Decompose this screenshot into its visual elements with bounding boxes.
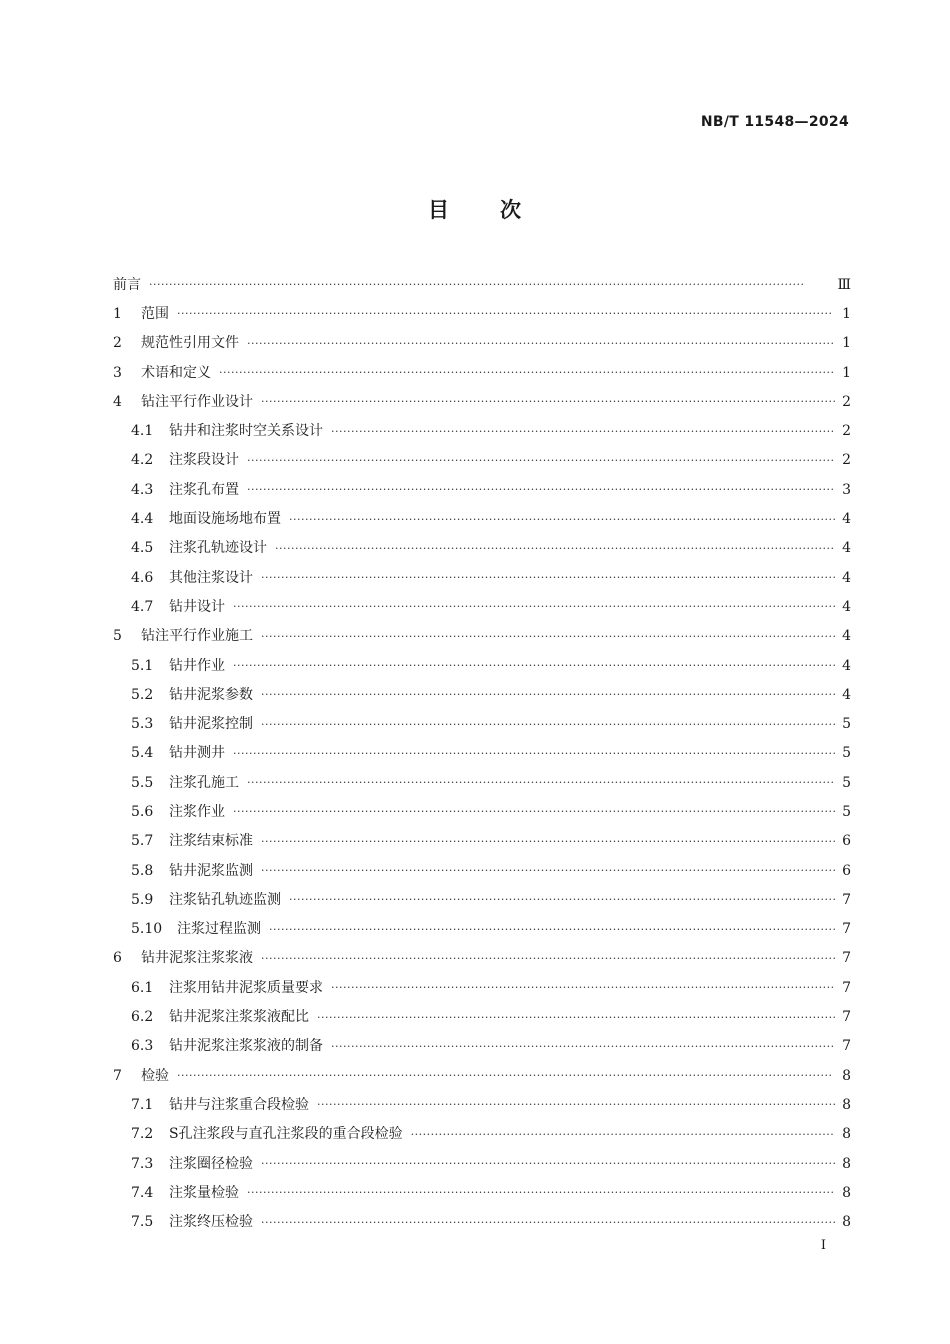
toc-leader-dots (331, 982, 835, 993)
toc-entry[interactable] (113, 592, 851, 621)
toc-entry-label: 注浆钻孔轨迹监测 (169, 891, 281, 908)
toc-leader-dots (233, 601, 835, 612)
toc-entry-number: 6 (113, 950, 122, 967)
toc-entry-page: 4 (842, 598, 851, 615)
toc-entry-page: 2 (842, 452, 851, 469)
toc-entry[interactable] (113, 475, 851, 504)
toc-leader-dots (177, 308, 835, 319)
toc-entry[interactable] (113, 680, 851, 709)
toc-entry-label: 钻井泥浆注浆浆液配比 (169, 1009, 309, 1026)
toc-entry[interactable] (113, 709, 851, 738)
toc-entry-page: Ⅲ (837, 276, 851, 293)
toc-entry-number: 7.3 (131, 1155, 154, 1172)
toc-entry[interactable] (113, 299, 851, 328)
toc-entry-page: 4 (842, 628, 851, 645)
toc-entry[interactable] (113, 885, 851, 914)
toc-entry-label: 注浆结束标准 (169, 833, 253, 850)
page-title (0, 194, 950, 224)
standard-code: NB/T 11548—2024 (700, 114, 849, 130)
toc-entry-page: 5 (842, 716, 851, 733)
toc-entry-number: 6.2 (131, 1009, 154, 1026)
toc-leader-dots (317, 1099, 835, 1110)
toc-entry-number: 4.1 (131, 423, 154, 440)
toc-entry-label: 钻井作业 (169, 657, 225, 674)
toc-entry-page: 1 (842, 364, 851, 381)
toc-entry-page: 8 (842, 1126, 851, 1143)
toc-entry-page: 7 (842, 891, 851, 908)
toc-entry-label: 注浆量检验 (169, 1184, 239, 1201)
toc-entry[interactable] (113, 739, 851, 768)
toc-entry-label: 注浆终压检验 (169, 1214, 253, 1231)
toc-entry[interactable] (113, 1178, 851, 1207)
toc-entry-page: 1 (842, 305, 851, 322)
toc-leader-dots (261, 836, 835, 847)
toc-entry-number: 7 (113, 1067, 122, 1084)
toc-entry-page: 8 (842, 1184, 851, 1201)
toc-entry-page: 8 (842, 1067, 851, 1084)
table-of-contents (113, 270, 851, 1237)
toc-entry-page: 4 (842, 569, 851, 586)
toc-entry-page: 5 (842, 745, 851, 762)
toc-entry-number: 5.2 (131, 686, 154, 703)
toc-leader-dots (177, 1070, 835, 1081)
toc-entry-label: 钻井泥浆注浆浆液的制备 (169, 1038, 323, 1055)
toc-leader-dots (149, 279, 831, 290)
toc-entry-label: 注浆孔施工 (169, 774, 239, 791)
toc-entry-label: 钻井和注浆时空关系设计 (169, 423, 323, 440)
toc-entry[interactable] (113, 915, 851, 944)
toc-entry-page: 8 (842, 1214, 851, 1231)
toc-entry-page: 6 (842, 833, 851, 850)
toc-entry-label: 范围 (141, 305, 169, 322)
toc-entry[interactable] (113, 387, 851, 416)
toc-entry-label: 术语和定义 (141, 364, 211, 381)
toc-entry-number: 5.10 (131, 921, 163, 938)
toc-leader-dots (411, 1129, 835, 1140)
toc-entry-number: 4.6 (131, 569, 154, 586)
toc-leader-dots (269, 924, 835, 935)
toc-entry-number: 5.4 (131, 745, 154, 762)
toc-entry-label: 注浆段设计 (169, 452, 239, 469)
toc-entry-number: 4.7 (131, 598, 154, 615)
toc-leader-dots (219, 367, 835, 378)
toc-entry[interactable] (113, 1002, 851, 1031)
toc-entry-label: 注浆孔轨迹设计 (169, 540, 267, 557)
toc-entry-page: 7 (842, 921, 851, 938)
toc-entry-number: 5.5 (131, 774, 154, 791)
toc-entry-label: 注浆过程监测 (177, 921, 261, 938)
toc-entry-label: 钻井泥浆参数 (169, 686, 253, 703)
toc-entry-number: 7.4 (131, 1184, 154, 1201)
toc-entry-label: 注浆用钻井泥浆质量要求 (169, 979, 323, 996)
toc-entry-number: 4.5 (131, 540, 154, 557)
toc-entry[interactable] (113, 827, 851, 856)
toc-entry-number: 4.4 (131, 511, 154, 528)
toc-entry-label: 钻井泥浆监测 (169, 862, 253, 879)
toc-leader-dots (261, 865, 835, 876)
toc-entry-number: 3 (113, 364, 122, 381)
toc-entry[interactable] (113, 856, 851, 885)
toc-entry-label: 钻井与注浆重合段检验 (169, 1096, 309, 1113)
toc-entry-page: 3 (842, 481, 851, 498)
toc-entry-label: 注浆圈径检验 (169, 1155, 253, 1172)
toc-entry-number: 5.1 (131, 657, 154, 674)
toc-entry[interactable] (113, 651, 851, 680)
toc-entry-number: 5 (113, 628, 122, 645)
toc-entry-number: 4 (113, 393, 122, 410)
toc-entry-number: 4.2 (131, 452, 154, 469)
toc-leader-dots (261, 572, 835, 583)
toc-entry-page: 1 (842, 335, 851, 352)
toc-entry[interactable] (113, 534, 851, 563)
toc-entry[interactable] (113, 1120, 851, 1149)
toc-leader-dots (261, 689, 835, 700)
toc-leader-dots (261, 1158, 835, 1169)
toc-entry-number: 5.3 (131, 716, 154, 733)
toc-entry-page: 6 (842, 862, 851, 879)
toc-entry-number: 4.3 (131, 481, 154, 498)
toc-leader-dots (331, 426, 835, 437)
toc-leader-dots (247, 484, 835, 495)
toc-entry-page: 4 (842, 511, 851, 528)
toc-entry-label: 前言 (113, 276, 141, 293)
toc-entry[interactable] (113, 504, 851, 533)
toc-entry-page: 4 (842, 657, 851, 674)
toc-entry-label: 钻注平行作业设计 (141, 393, 253, 410)
toc-entry[interactable] (113, 358, 851, 387)
toc-entry[interactable] (113, 797, 851, 826)
toc-entry-number: 6.1 (131, 979, 154, 996)
toc-entry-label: 规范性引用文件 (141, 335, 239, 352)
toc-leader-dots (247, 455, 835, 466)
toc-leader-dots (233, 748, 835, 759)
toc-leader-dots (275, 543, 835, 554)
toc-entry[interactable] (113, 768, 851, 797)
toc-entry[interactable] (113, 1032, 851, 1061)
toc-entry-number: 7.2 (131, 1126, 154, 1143)
toc-entry-number: 2 (113, 335, 122, 352)
toc-entry-label: S孔注浆段与直孔注浆段的重合段检验 (169, 1126, 403, 1143)
toc-entry-number: 1 (113, 305, 122, 322)
toc-entry[interactable] (113, 416, 851, 445)
toc-entry[interactable] (113, 563, 851, 592)
page-title-part1: 目 (428, 198, 450, 222)
toc-entry-page: 7 (842, 1038, 851, 1055)
toc-entry-label: 钻井泥浆控制 (169, 716, 253, 733)
toc-entry-number: 5.7 (131, 833, 154, 850)
toc-entry-label: 地面设施场地布置 (169, 511, 281, 528)
toc-leader-dots (289, 514, 835, 525)
toc-entry[interactable] (113, 1061, 851, 1090)
toc-entry-number: 7.5 (131, 1214, 154, 1231)
toc-entry-label: 钻井泥浆注浆浆液 (141, 950, 253, 967)
toc-entry-label: 检验 (141, 1067, 169, 1084)
toc-leader-dots (289, 894, 835, 905)
toc-leader-dots (261, 953, 835, 964)
toc-leader-dots (261, 396, 835, 407)
toc-entry[interactable] (113, 944, 851, 973)
toc-entry-page: 4 (842, 540, 851, 557)
toc-entry-label: 钻注平行作业施工 (141, 628, 253, 645)
toc-entry[interactable] (113, 1090, 851, 1119)
toc-entry[interactable] (113, 622, 851, 651)
toc-entry-label: 注浆作业 (169, 803, 225, 820)
toc-entry-label: 其他注浆设计 (169, 569, 253, 586)
toc-leader-dots (261, 719, 835, 730)
toc-leader-dots (247, 338, 835, 349)
toc-entry-page: 7 (842, 979, 851, 996)
toc-entry-label: 钻井设计 (169, 598, 225, 615)
toc-entry-page: 8 (842, 1096, 851, 1113)
toc-entry[interactable] (113, 1208, 851, 1237)
toc-leader-dots (317, 1012, 835, 1023)
toc-entry[interactable] (113, 446, 851, 475)
toc-entry[interactable] (113, 1149, 851, 1178)
toc-entry-page: 2 (842, 393, 851, 410)
toc-entry-page: 5 (842, 774, 851, 791)
toc-leader-dots (247, 1187, 835, 1198)
toc-entry-page: 8 (842, 1155, 851, 1172)
page-title-part2: 次 (500, 198, 522, 222)
toc-leader-dots (261, 1217, 835, 1228)
toc-entry-label: 注浆孔布置 (169, 481, 239, 498)
toc-entry-number: 5.8 (131, 862, 154, 879)
toc-leader-dots (247, 777, 835, 788)
toc-entry-page: 2 (842, 423, 851, 440)
toc-entry-number: 6.3 (131, 1038, 154, 1055)
toc-entry-label: 钻井测井 (169, 745, 225, 762)
toc-entry-number: 5.6 (131, 803, 154, 820)
page-folio: I (820, 1238, 826, 1253)
toc-entry-page: 7 (842, 1009, 851, 1026)
toc-leader-dots (233, 806, 835, 817)
toc-entry-page: 7 (842, 950, 851, 967)
toc-entry[interactable] (113, 270, 851, 299)
toc-entry[interactable] (113, 973, 851, 1002)
toc-leader-dots (233, 660, 835, 671)
toc-leader-dots (261, 631, 835, 642)
toc-entry-number: 5.9 (131, 891, 154, 908)
toc-entry[interactable] (113, 329, 851, 358)
toc-entry-number: 7.1 (131, 1096, 154, 1113)
toc-entry-page: 4 (842, 686, 851, 703)
toc-leader-dots (331, 1041, 835, 1052)
toc-entry-page: 5 (842, 803, 851, 820)
